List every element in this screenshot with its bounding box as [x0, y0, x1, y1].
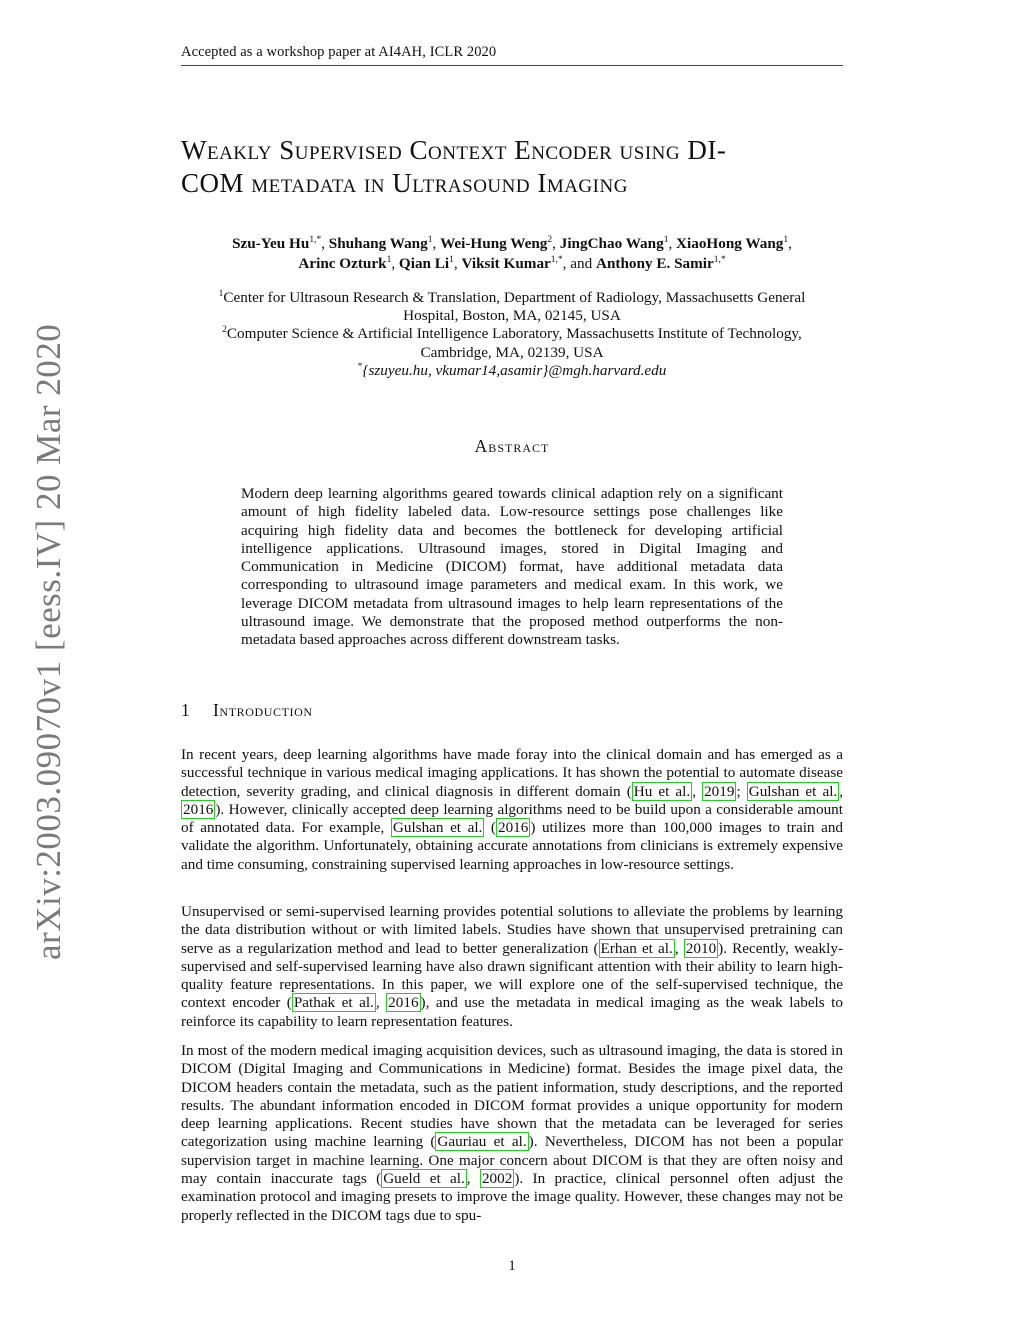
author-name: Viksit Kumar — [461, 255, 551, 272]
section-number: 1 — [181, 700, 191, 720]
affiliation-mark: 2 — [222, 325, 227, 336]
paper-title — [181, 134, 861, 200]
author-conjunction: , and — [562, 255, 596, 272]
author-name: Szu-Yeu Hu — [232, 235, 310, 252]
citation-link[interactable]: 2016 — [388, 994, 419, 1012]
paragraph-text: ( — [484, 819, 496, 837]
citation-link[interactable]: Pathak et al. — [293, 994, 374, 1012]
author-affiliation-mark: 2 — [547, 235, 553, 245]
paragraph-text: ). Nevertheless, DICOM has not been a popular supervision target in machine learning. One major concern about DICOM is that they are often noisy and may contain inaccurate tags ( — [181, 1133, 843, 1188]
paragraph-text: In most of the modern medical imaging acquisition devices, such as ultrasound imaging, the data is stored in DICOM (Digital Imaging and Communications in Medicine) format. Besides the image pixel data, the DICOM headers contain the metadata, such as the patient information, study descriptions, and the reported results. The abundant information encoded in DICOM format provides a unique opportunity for modern deep learning applications. Recent studies have shown that the metadata can be leveraged for series categorization using machine learning ( — [181, 1042, 843, 1151]
author-affiliation-mark: 1,* — [550, 255, 563, 265]
citation-link[interactable]: 2016 — [183, 800, 214, 818]
author-name: Wei-Hung Weng — [440, 235, 548, 252]
affiliation-1-line-1: Center for Ultrasoun Research & Translation, Department of Radiology, Massachusetts General — [223, 289, 806, 306]
paragraph-text: , — [375, 994, 387, 1012]
author-affiliation-mark: 1 — [386, 255, 392, 265]
affiliation-mark: 1 — [218, 289, 224, 299]
author-affiliation-mark: 1 — [783, 235, 789, 245]
paragraph-text: ). However, clinically accepted deep learning algorithms need to be build upon a considerable amount of annotated data. For example, — [181, 800, 843, 837]
author-affiliation-mark: 1 — [663, 235, 669, 245]
paragraph-text: Unsupervised or semi-supervised learning provides potential solutions to alleviate the problems by learning the data distribution without or with limited labels. Studies have shown that unsupervised pretraining can serve as a regularization method and lead to better generalization ( — [181, 903, 843, 957]
paragraph-text: In recent years, deep learning algorithms have made foray into the clinical domain and has emerged as a successful technique in various medical imaging applications. It has shown the potential to automate disease detection, severity grading, and clinical diagnosis in different domain ( — [181, 746, 843, 800]
affiliation-2-line-1: Computer Science & Artificial Intelligence Laboratory, Massachusetts Institute of Technology, — [226, 325, 802, 343]
intro-paragraph-3 — [181, 1042, 843, 1225]
section-title: Introduction — [213, 700, 313, 720]
intro-paragraph-1 — [181, 746, 843, 874]
citation-link[interactable]: 2016 — [497, 819, 529, 837]
affiliations — [181, 289, 843, 380]
author-affiliation-mark: 1,* — [309, 235, 322, 245]
citation-link[interactable]: 2019 — [704, 782, 735, 800]
paragraph-text: , — [674, 939, 684, 957]
paragraph-text: ) utilizes more than 100,000 images to train and validate the algorithm. Unfortunately, obtaining accurate annotations from clinicians is extremely expensive and time consuming, constraining supervised learning approaches in low-resource settings. — [181, 819, 844, 873]
citation-link[interactable]: 2002 — [481, 1170, 513, 1188]
author-name: XiaoHong Wang — [676, 235, 784, 252]
author-name: Qian Li — [398, 255, 450, 272]
abstract-text: Modern deep learning algorithms geared towards clinical adaption rely on a significant amount of high fidelity labeled data. Low-resource settings pose challenges like acquiring high fidelity data and becomes the bottleneck for developing artificial intelligence applications. Ultrasound images, stored in Digital Imaging and Communication in Medicine (DICOM) format, have additional metadata data corresponding to ultrasound image parameters and medical exam. In this work, we leverage DICOM metadata from ultrasound images to help learn representations of the ultrasound image. We demonstrate that the proposed method outperforms the non-metadata based approaches across different downstream tasks. — [241, 485, 783, 649]
title-line-2: COM metadata in Ultrasound Imaging — [181, 168, 628, 198]
intro-paragraph-2 — [181, 903, 843, 1031]
paragraph-text: , — [466, 1170, 480, 1188]
author-name: Arinc Ozturk — [298, 255, 387, 272]
citation-link[interactable]: Gulshan et al. — [392, 819, 483, 837]
email-mark: * — [357, 361, 363, 372]
citation-link[interactable]: Gueld et al. — [383, 1170, 465, 1188]
paragraph-text: ). In practice, clinical personnel often adjust the examination protocol and imaging presets to improve the image quality. However, these changes may not be properly reflected in the DICOM tags due to spu- — [181, 1170, 844, 1224]
paragraph-text: , — [692, 782, 703, 800]
page-number: 1 — [508, 1258, 516, 1274]
author-name: Shuhang Wang — [328, 235, 428, 252]
citation-link[interactable]: 2010 — [685, 939, 717, 957]
citation-link[interactable]: Gulshan et al. — [748, 782, 838, 800]
header-rule — [181, 65, 843, 66]
section-heading — [181, 700, 843, 721]
citation-link[interactable]: Erhan et al. — [600, 939, 673, 957]
paragraph-text: ). Recently, weakly-supervised and self-supervised learning have also drawn significant attention with their ability to learn high-quality feature representations. In this paper, we will explore one of the self-supervised technique, the context encoder ( — [181, 939, 844, 1012]
author-affiliation-mark: 1,* — [713, 255, 726, 265]
running-header: Accepted as a workshop paper at AI4AH, ICLR 2020 — [181, 44, 497, 60]
abstract-heading: Abstract — [474, 436, 550, 456]
author-name: JingChao Wang — [559, 235, 664, 252]
citation-link[interactable]: Gauriau et al. — [437, 1133, 527, 1151]
paragraph-text: ; — [736, 782, 747, 800]
paragraph-text: ), and use the metadata in medical imaging as the weak labels to reinforce its capability to learn representation features. — [181, 994, 843, 1030]
affiliation-2-line-2: Cambridge, MA, 02139, USA — [420, 343, 604, 361]
contact-emails: {szuyeu.hu, vkumar14,asamir}@mgh.harvard.edu — [362, 361, 667, 379]
title-line-1: Weakly Supervised Context Encoder using DI- — [181, 135, 727, 165]
author-affiliation-mark: 1 — [449, 255, 454, 265]
paragraph-text: , — [839, 782, 844, 800]
author-name: Anthony E. Samir — [596, 255, 714, 272]
citation-link[interactable]: Hu et al. — [633, 782, 691, 800]
affiliation-1-line-2: Hospital, Boston, MA, 02145, USA — [403, 307, 621, 325]
arxiv-sidebar-stamp: arXiv:2003.09070v1 [eess.IV] 20 Mar 2020 — [29, 323, 68, 960]
author-list: Szu-Yeu $Hu^{1,*}$, Shuhang Wang$^1$, Wei-Hung Weng$^2$, JingChao Wang$^1$, XiaoHong Wang$^1$, Arinc Ozturk$^1$, Qian Li$^1$, Viksit Kumar$^{1,*}$, and Anthony E. Samir$^{1,*}$ — [232, 235, 792, 272]
author-affiliation-mark: 1 — [427, 235, 433, 245]
